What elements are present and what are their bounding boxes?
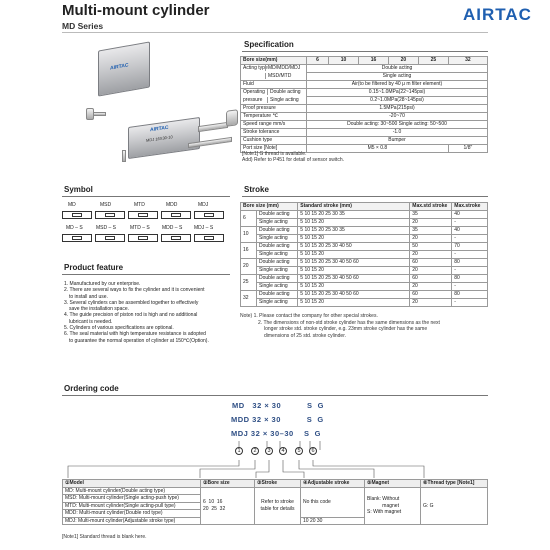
- stroke-max: -: [452, 219, 488, 227]
- stroke-type: Double acting: [257, 259, 298, 267]
- stroke-type: Single acting: [257, 299, 298, 307]
- symbol-label: MD: [68, 202, 76, 208]
- feature-item: 2. There are several ways to fix the cylinder and it is convenient: [64, 287, 205, 294]
- stroke-header-cell: Max.std stroke: [410, 203, 452, 211]
- stroke-note: dimensions of 25 std. stroke cylinder.: [264, 332, 346, 339]
- stroke-header-cell: Standard stroke (mm): [298, 203, 410, 211]
- stroke-max-std: 20: [410, 219, 452, 227]
- stroke-max-std: 35: [410, 227, 452, 235]
- symbol-label: MSD: [100, 202, 112, 208]
- feature-heading-rule: [62, 274, 230, 275]
- order-code-index-6: 6: [309, 447, 317, 455]
- stroke-values: 5 10 15 20: [298, 283, 410, 291]
- cylinder-symbol-icon: [128, 211, 158, 219]
- stroke-row: [241, 283, 488, 291]
- spec-row-value: Air(to be filtered by 40 μ m filter element): [307, 81, 488, 89]
- spec-header-cell: 10: [329, 57, 359, 65]
- stroke-max-std: 50: [410, 243, 452, 251]
- stroke-bore: 16: [241, 243, 257, 259]
- order-code-index-5: 5: [295, 447, 303, 455]
- spec-row: [241, 121, 488, 129]
- spec-row-label: Cushion type: [241, 137, 307, 145]
- stroke-max-std: 20: [410, 235, 452, 243]
- cylinder-symbol-icon: [161, 234, 191, 242]
- spec-heading: Specification: [244, 40, 294, 49]
- spec-row: [241, 89, 488, 97]
- spec-row-value: 0.15~1.0MPa(22~145psi): [307, 89, 488, 97]
- feature-list: [64, 281, 239, 344]
- spec-row-sub: MD/MDD/MDJ: [265, 65, 300, 71]
- stroke-row: [241, 251, 488, 259]
- stroke-max-std: 35: [410, 211, 452, 219]
- stroke-type: Double acting: [257, 227, 298, 235]
- spec-row-sub: Double acting: [267, 89, 301, 95]
- cylinder-symbol-icon: [62, 234, 92, 242]
- spec-header-cell: 20: [388, 57, 418, 65]
- feature-item: 1. Manufactured by our enterprise.: [64, 281, 141, 287]
- order-code-example: MDJ 32 × 30–30 S G: [231, 429, 322, 438]
- stroke-max-std: 20: [410, 283, 452, 291]
- cylinder-symbol-icon: [161, 211, 191, 219]
- ordering-thread: G: G: [421, 487, 488, 525]
- symbol-label: MTD: [134, 202, 145, 208]
- stroke-heading: Stroke: [244, 185, 269, 194]
- spec-row-value: 0.2~1.0MPa(28~145psi): [307, 97, 488, 105]
- stroke-max: -: [452, 251, 488, 259]
- symbol-label: MDJ – S: [194, 225, 214, 231]
- stroke-max: 40: [452, 227, 488, 235]
- spec-row-label: Proof pressure: [241, 105, 307, 113]
- spec-note: Add) Refer to P451 for detail of sensor switch.: [242, 157, 344, 163]
- stroke-max-std: 60: [410, 291, 452, 299]
- order-code-example: MDD 32 × 30 S G: [231, 415, 324, 424]
- stroke-heading-rule: [242, 196, 488, 197]
- feature-item: to install and use.: [69, 293, 108, 300]
- spec-row-label: Stroke tolerance: [241, 129, 307, 137]
- stroke-max: -: [452, 283, 488, 291]
- spec-row-value: 1.5MPa(215psi): [307, 105, 488, 113]
- stroke-row: [241, 219, 488, 227]
- spec-row-label: Port size [Note]: [241, 145, 307, 153]
- order-code-connector-lines: [60, 438, 490, 482]
- ordering-stroke: Refer to stroke table for details: [255, 487, 301, 525]
- ordering-heading-rule: [62, 395, 488, 396]
- spec-row-label: Acting type: [243, 65, 268, 72]
- product-image-model-mark: MDJ 16X30-10: [146, 134, 173, 143]
- stroke-max: -: [452, 267, 488, 275]
- order-code-index-3: 3: [265, 447, 273, 455]
- stroke-table: [240, 202, 488, 307]
- brand-logo: AIRTAC: [463, 5, 532, 24]
- spec-row: [241, 113, 488, 121]
- stroke-bore: 6: [241, 211, 257, 227]
- spec-table: [240, 56, 488, 153]
- stroke-note: Note) 1. Please contact the company for other special strokes.: [240, 313, 378, 319]
- product-image-bottom-label: AIRTAC: [150, 124, 169, 134]
- spec-row: [241, 65, 488, 73]
- stroke-max: -: [452, 235, 488, 243]
- feature-item: 3. Several cylinders can be assembled together to effectively: [64, 299, 199, 306]
- ordering-adjustable: No this code: [301, 487, 365, 517]
- product-image-top-label: AIRTAC: [110, 62, 129, 72]
- stroke-max: 80: [452, 259, 488, 267]
- stroke-values: 5 10 15 20: [298, 267, 410, 275]
- stroke-row: [241, 299, 488, 307]
- ordering-header-cell: ④Adjustable stroke: [301, 480, 365, 488]
- ordering-model: MDD: Multi-mount cylinder(Double rod type): [63, 510, 201, 518]
- product-image-top: [92, 42, 150, 100]
- spec-row-label: Speed range mm/s: [241, 121, 307, 129]
- spec-row-extra: 1/8": [448, 145, 487, 153]
- spec-row-value: Single acting: [307, 73, 488, 81]
- stroke-bore: 10: [241, 227, 257, 243]
- cylinder-symbol-icon: [194, 234, 224, 242]
- header-divider: [62, 32, 488, 33]
- product-image-bottom: [128, 118, 258, 166]
- order-code-example: MD 32 × 30 S G: [232, 401, 324, 410]
- spec-row-value: Double acting: [307, 65, 488, 73]
- stroke-values: 5 10 15 20 25 30 40 50 60: [298, 259, 410, 267]
- ordering-model: MD: Multi-mount cylinder(Double acting type): [63, 487, 201, 495]
- stroke-values: 5 10 15 20: [298, 219, 410, 227]
- stroke-values: 5 10 15 20 25 30 40 50 60: [298, 291, 410, 299]
- stroke-note: 2. The dimensions of non-std stroke cylinder has the same dimensions as the next: [258, 319, 440, 326]
- spec-row-label: pressure: [243, 96, 263, 103]
- spec-row: [241, 137, 488, 145]
- stroke-bore: 32: [241, 291, 257, 307]
- stroke-max-std: 20: [410, 251, 452, 259]
- feature-item: 6. The seal material with high temperature resistance is adopted: [64, 331, 206, 338]
- spec-heading-rule: [242, 51, 488, 52]
- stroke-bore: 20: [241, 259, 257, 275]
- ordering-row: [63, 487, 488, 495]
- spec-row-label: Fluid: [241, 81, 307, 89]
- spec-row-value: -1.0: [307, 129, 488, 137]
- spec-row-sub: MSD/MTD: [265, 73, 291, 79]
- feature-item: 4. The guide precision of piston rod is high and no additional: [64, 312, 198, 319]
- stroke-header-row: [241, 203, 488, 211]
- ordering-bore: 6 10 16 20 25 32: [201, 487, 255, 525]
- spec-header-cell: 6: [307, 57, 329, 65]
- stroke-type: Single acting: [257, 251, 298, 259]
- stroke-values: 5 10 15 20 25 30 35: [298, 227, 410, 235]
- page-subtitle: MD Series: [62, 21, 104, 31]
- ordering-magnet: Blank: Without magnet S: With magnet: [365, 487, 421, 525]
- symbol-heading: Symbol: [64, 185, 93, 194]
- stroke-row: [241, 235, 488, 243]
- stroke-row: [241, 243, 488, 251]
- stroke-note: longer stroke std. stroke cylinder, e.g. 23mm stroke cylinder has the same: [264, 326, 428, 332]
- stroke-type: Double acting: [257, 291, 298, 299]
- ordering-header-cell: ③Stroke: [255, 480, 301, 488]
- spec-row-label: Operating: [243, 89, 265, 96]
- stroke-values: 5 10 15 20 25 30 40 50 60: [298, 275, 410, 283]
- spec-row: [241, 81, 488, 89]
- stroke-max: 70: [452, 243, 488, 251]
- spec-row-value: Double acting: 30~500 Single acting: 50~500: [307, 121, 488, 129]
- spec-row-value: Bumper: [307, 137, 488, 145]
- spec-row: [241, 105, 488, 113]
- stroke-notes: [240, 313, 490, 339]
- stroke-values: 5 10 15 20: [298, 299, 410, 307]
- spec-header-cell: 16: [359, 57, 389, 65]
- ordering-note: [Note1] Standard thread is blank here.: [62, 534, 147, 540]
- stroke-type: Double acting: [257, 211, 298, 219]
- stroke-max: 40: [452, 211, 488, 219]
- cylinder-symbol-icon: [194, 211, 224, 219]
- ordering-model: MSD: Multi-mount cylinder(Single acting-push type): [63, 495, 201, 503]
- cylinder-symbol-icon: [62, 211, 92, 219]
- ordering-table: [62, 479, 488, 525]
- symbol-label: MD – S: [66, 225, 83, 231]
- spec-header-cell: Bore size(mm): [241, 57, 307, 65]
- spec-header-row: [241, 57, 488, 65]
- stroke-bore: 25: [241, 275, 257, 291]
- stroke-type: Single acting: [257, 283, 298, 291]
- stroke-values: 5 10 15 20 25 30 35: [298, 211, 410, 219]
- page-title: Multi-mount cylinder: [62, 2, 210, 19]
- stroke-max: 80: [452, 275, 488, 283]
- symbol-label: MSD – S: [96, 225, 117, 231]
- spec-row-value: -20~70: [307, 113, 488, 121]
- ordering-header-cell: ⑤Magnet: [365, 480, 421, 488]
- stroke-row: [241, 291, 488, 299]
- feature-item: to guarantee the normal operation of cylinder at 150℃(Option).: [69, 337, 209, 344]
- stroke-row: [241, 227, 488, 235]
- spec-header-cell: 25: [418, 57, 448, 65]
- stroke-row: [241, 259, 488, 267]
- stroke-max-std: 60: [410, 259, 452, 267]
- ordering-adjustable-mdj: 10 20 30: [301, 517, 365, 525]
- ordering-header-cell: ⑥Thread type [Note1]: [421, 480, 488, 488]
- stroke-max-std: 20: [410, 299, 452, 307]
- feature-item: 5. Cylinders of various specifications are optional.: [64, 325, 174, 332]
- ordering-header-row: [63, 480, 488, 488]
- stroke-type: Single acting: [257, 267, 298, 275]
- stroke-max-std: 60: [410, 275, 452, 283]
- feature-item: save the installation space.: [69, 306, 130, 313]
- cylinder-symbol-icon: [128, 234, 158, 242]
- stroke-type: Single acting: [257, 219, 298, 227]
- cylinder-symbol-icon: [95, 234, 125, 242]
- ordering-heading: Ordering code: [64, 384, 119, 393]
- spec-row: [241, 73, 488, 81]
- stroke-type: Single acting: [257, 235, 298, 243]
- feature-item: lubricant is needed.: [69, 318, 113, 325]
- spec-row-sub: Single acting: [267, 97, 299, 103]
- spec-row: [241, 129, 488, 137]
- stroke-header-cell: Max.stroke: [452, 203, 488, 211]
- symbol-label: MDJ: [198, 202, 209, 208]
- spec-row-label: Temperature ℃: [241, 113, 307, 121]
- stroke-row: [241, 267, 488, 275]
- stroke-values: 5 10 15 20: [298, 235, 410, 243]
- ordering-model: MTD: Multi-mount cylinder(Single acting-pull type): [63, 502, 201, 510]
- stroke-row: [241, 211, 488, 219]
- ordering-header-cell: ①Model: [63, 480, 201, 488]
- stroke-max: 80: [452, 291, 488, 299]
- symbol-label: MDD: [166, 202, 178, 208]
- ordering-header-cell: ②Bore size: [201, 480, 255, 488]
- symbol-label: MDD – S: [162, 225, 183, 231]
- spec-row-value: M5 × 0.8: [307, 145, 449, 153]
- stroke-header-cell: Bore size (mm): [241, 203, 298, 211]
- feature-heading: Product feature: [64, 263, 124, 272]
- stroke-row: [241, 275, 488, 283]
- symbol-heading-rule: [62, 196, 230, 197]
- stroke-values: 5 10 15 20: [298, 251, 410, 259]
- stroke-values: 5 10 15 20 25 30 40 50: [298, 243, 410, 251]
- stroke-max: -: [452, 299, 488, 307]
- order-code-index-2: 2: [251, 447, 259, 455]
- spec-header-cell: 32: [448, 57, 487, 65]
- stroke-type: Double acting: [257, 243, 298, 251]
- stroke-max-std: 20: [410, 267, 452, 275]
- order-code-index-4: 4: [279, 447, 287, 455]
- symbol-label: MTD – S: [130, 225, 150, 231]
- spec-note: [Note1] G thread is available.: [242, 151, 307, 157]
- cylinder-symbol-icon: [95, 211, 125, 219]
- order-code-index-1: 1: [235, 447, 243, 455]
- spec-row: [241, 97, 488, 105]
- stroke-type: Double acting: [257, 275, 298, 283]
- ordering-model: MDJ: Multi-mount cylinder(Adjustable stroke type): [63, 517, 201, 525]
- symbol-grid: [62, 202, 232, 252]
